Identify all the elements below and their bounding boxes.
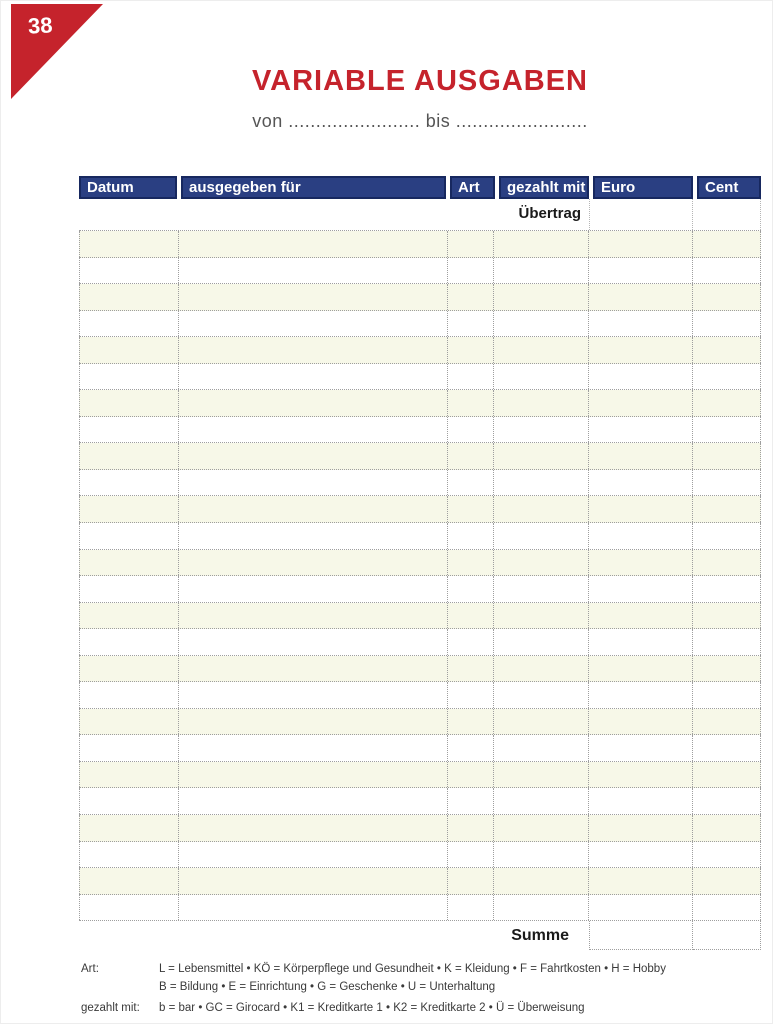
table-cell-ausgegeben-fuer (179, 258, 448, 284)
table-row (79, 682, 761, 709)
table-cell-cent (693, 496, 761, 522)
table-cell-datum (79, 231, 179, 257)
table-row (79, 735, 761, 762)
table-cell-euro (589, 629, 693, 655)
table-cell-art (448, 629, 494, 655)
table-cell-cent (693, 603, 761, 629)
table-cell-gezahlt-mit (494, 709, 589, 735)
table-cell-cent (693, 895, 761, 921)
uebertrag-label: Übertrag (518, 205, 581, 222)
table-cell-gezahlt-mit (494, 815, 589, 841)
table-cell-art (448, 735, 494, 761)
table-cell-art (448, 390, 494, 416)
table-cell-gezahlt-mit (494, 364, 589, 390)
table-cell-datum (79, 788, 179, 814)
table-cell-datum (79, 709, 179, 735)
summe-row (79, 921, 761, 950)
table-cell-gezahlt-mit (494, 443, 589, 469)
column-header-datum: Datum (79, 176, 177, 199)
table-cell-euro (589, 576, 693, 602)
table-cell-datum (79, 762, 179, 788)
table-cell-gezahlt-mit (494, 762, 589, 788)
table-cell-cent (693, 762, 761, 788)
table-row (79, 284, 761, 311)
table-row (79, 523, 761, 550)
table-cell-datum (79, 735, 179, 761)
table-cell-datum (79, 496, 179, 522)
table-row (79, 417, 761, 444)
table-row (79, 868, 761, 895)
table-body (79, 230, 761, 921)
table-cell-datum (79, 656, 179, 682)
legend-art-line2: B = Bildung • E = Einrichtung • G = Geschenke • U = Unterhaltung (159, 981, 496, 993)
table-cell-euro (589, 682, 693, 708)
table-cell-cent (693, 311, 761, 337)
table-cell-ausgegeben-fuer (179, 496, 448, 522)
table-cell-ausgegeben-fuer (179, 417, 448, 443)
column-header-ausgegeben-fuer: ausgegeben für (181, 176, 446, 199)
table-cell-euro (589, 284, 693, 310)
table-cell-gezahlt-mit (494, 258, 589, 284)
table-cell-cent (693, 709, 761, 735)
table-cell-euro (589, 311, 693, 337)
table-row (79, 390, 761, 417)
table-cell-gezahlt-mit (494, 603, 589, 629)
table-cell-euro (589, 709, 693, 735)
table-cell-art (448, 682, 494, 708)
table-cell-datum (79, 443, 179, 469)
table-cell-cent (693, 629, 761, 655)
table-cell-cent (693, 231, 761, 257)
table-cell-ausgegeben-fuer (179, 523, 448, 549)
table-row (79, 311, 761, 338)
table-cell-art (448, 576, 494, 602)
table-cell-gezahlt-mit (494, 788, 589, 814)
table-cell-art (448, 842, 494, 868)
table-cell-cent (693, 735, 761, 761)
table-cell-ausgegeben-fuer (179, 735, 448, 761)
table-cell-art (448, 311, 494, 337)
table-cell-gezahlt-mit (494, 231, 589, 257)
summe-euro-cell (589, 921, 693, 950)
legend-art-text (159, 960, 751, 996)
table-cell-datum (79, 470, 179, 496)
uebertrag-row (79, 199, 761, 230)
table-cell-gezahlt-mit (494, 496, 589, 522)
table-cell-datum (79, 311, 179, 337)
table-cell-ausgegeben-fuer (179, 337, 448, 363)
table-cell-gezahlt-mit (494, 417, 589, 443)
page-title: VARIABLE AUSGABEN (251, 65, 588, 97)
table-cell-cent (693, 656, 761, 682)
legend-art-row (81, 960, 751, 996)
table-cell-datum (79, 842, 179, 868)
table-cell-art (448, 231, 494, 257)
legend-gezahlt-row (81, 999, 751, 1017)
table-cell-ausgegeben-fuer (179, 311, 448, 337)
table-cell-art (448, 709, 494, 735)
table-row (79, 709, 761, 736)
table-row (79, 629, 761, 656)
table-row (79, 470, 761, 497)
table-cell-gezahlt-mit (494, 390, 589, 416)
table-cell-gezahlt-mit (494, 470, 589, 496)
table-cell-euro (589, 550, 693, 576)
table-cell-ausgegeben-fuer (179, 390, 448, 416)
table-cell-euro (589, 231, 693, 257)
table-cell-ausgegeben-fuer (179, 842, 448, 868)
legend-art-line1: L = Lebensmittel • KÖ = Körperpflege und Gesundheit • K = Kleidung • F = Fahrtkosten • H = Hobby (159, 963, 666, 975)
table-cell-gezahlt-mit (494, 895, 589, 921)
table-cell-datum (79, 284, 179, 310)
table-cell-ausgegeben-fuer (179, 603, 448, 629)
uebertrag-cent-cell (693, 199, 761, 230)
table-header-row (79, 176, 761, 199)
table-cell-gezahlt-mit (494, 735, 589, 761)
table-cell-datum (79, 895, 179, 921)
table-cell-art (448, 895, 494, 921)
table-cell-art (448, 868, 494, 894)
table-row (79, 842, 761, 869)
page-number: 38 (27, 12, 54, 39)
table-cell-gezahlt-mit (494, 337, 589, 363)
table-cell-cent (693, 337, 761, 363)
table-cell-art (448, 284, 494, 310)
table-cell-ausgegeben-fuer (179, 576, 448, 602)
table-cell-datum (79, 576, 179, 602)
table-cell-gezahlt-mit (494, 523, 589, 549)
table-cell-art (448, 496, 494, 522)
table-row (79, 656, 761, 683)
table-cell-gezahlt-mit (494, 682, 589, 708)
table-cell-cent (693, 576, 761, 602)
table-cell-cent (693, 682, 761, 708)
table-row (79, 496, 761, 523)
table-row (79, 337, 761, 364)
table-cell-ausgegeben-fuer (179, 629, 448, 655)
table-cell-ausgegeben-fuer (179, 231, 448, 257)
table-cell-euro (589, 735, 693, 761)
table-cell-art (448, 417, 494, 443)
table-cell-euro (589, 762, 693, 788)
table-cell-euro (589, 496, 693, 522)
summe-cent-cell (693, 921, 761, 950)
table-cell-euro (589, 443, 693, 469)
table-cell-datum (79, 337, 179, 363)
table-cell-cent (693, 470, 761, 496)
table-cell-euro (589, 656, 693, 682)
table-cell-art (448, 656, 494, 682)
table-cell-euro (589, 258, 693, 284)
table-cell-ausgegeben-fuer (179, 284, 448, 310)
table-cell-art (448, 337, 494, 363)
table-cell-art (448, 443, 494, 469)
table-cell-ausgegeben-fuer (179, 788, 448, 814)
table-row (79, 258, 761, 285)
table-cell-euro (589, 417, 693, 443)
table-cell-gezahlt-mit (494, 656, 589, 682)
date-range-line: von ........................ bis ........................ (252, 111, 588, 131)
table-cell-art (448, 603, 494, 629)
table-cell-art (448, 470, 494, 496)
table-cell-euro (589, 390, 693, 416)
table-cell-gezahlt-mit (494, 550, 589, 576)
table-cell-cent (693, 550, 761, 576)
table-cell-euro (589, 523, 693, 549)
table-cell-ausgegeben-fuer (179, 868, 448, 894)
table-cell-ausgegeben-fuer (179, 682, 448, 708)
table-cell-cent (693, 815, 761, 841)
table-cell-cent (693, 258, 761, 284)
table-cell-datum (79, 682, 179, 708)
table-cell-gezahlt-mit (494, 868, 589, 894)
table-cell-ausgegeben-fuer (179, 762, 448, 788)
table-cell-euro (589, 868, 693, 894)
legend-gezahlt-label: gezahlt mit: (81, 1002, 140, 1014)
summe-label: Summe (511, 927, 569, 945)
table-cell-cent (693, 443, 761, 469)
table-cell-art (448, 364, 494, 390)
table-row (79, 762, 761, 789)
table-cell-datum (79, 364, 179, 390)
table-cell-cent (693, 868, 761, 894)
table-cell-art (448, 762, 494, 788)
table-row (79, 788, 761, 815)
table-row (79, 364, 761, 391)
table-row (79, 895, 761, 922)
legend-art-label: Art: (81, 963, 99, 975)
table-cell-cent (693, 417, 761, 443)
column-header-art: Art (450, 176, 495, 199)
table-cell-cent (693, 284, 761, 310)
table-cell-art (448, 523, 494, 549)
table-cell-datum (79, 815, 179, 841)
table-row (79, 550, 761, 577)
table-cell-datum (79, 417, 179, 443)
table-row (79, 231, 761, 258)
table-cell-datum (79, 258, 179, 284)
table-cell-cent (693, 523, 761, 549)
table-cell-ausgegeben-fuer (179, 709, 448, 735)
table-cell-euro (589, 364, 693, 390)
table-cell-cent (693, 788, 761, 814)
table-cell-gezahlt-mit (494, 284, 589, 310)
table-cell-datum (79, 390, 179, 416)
table-row (79, 815, 761, 842)
table-cell-ausgegeben-fuer (179, 470, 448, 496)
legend-gezahlt-text: b = bar • GC = Girocard • K1 = Kreditkarte 1 • K2 = Kreditkarte 2 • Ü = Überweisung (159, 1002, 585, 1014)
table-cell-euro (589, 603, 693, 629)
table-row (79, 443, 761, 470)
table-cell-euro (589, 337, 693, 363)
table-cell-ausgegeben-fuer (179, 550, 448, 576)
column-header-gezahlt-mit: gezahlt mit (499, 176, 589, 199)
table-cell-art (448, 550, 494, 576)
table-row (79, 576, 761, 603)
uebertrag-euro-cell (589, 199, 693, 230)
table-cell-cent (693, 364, 761, 390)
table-cell-euro (589, 815, 693, 841)
table-cell-ausgegeben-fuer (179, 443, 448, 469)
table-cell-gezahlt-mit (494, 311, 589, 337)
table-cell-euro (589, 788, 693, 814)
table-cell-ausgegeben-fuer (179, 895, 448, 921)
table-cell-ausgegeben-fuer (179, 656, 448, 682)
table-cell-art (448, 258, 494, 284)
column-header-cent: Cent (697, 176, 761, 199)
table-cell-ausgegeben-fuer (179, 364, 448, 390)
column-header-euro: Euro (593, 176, 693, 199)
table-cell-euro (589, 842, 693, 868)
table-cell-ausgegeben-fuer (179, 815, 448, 841)
legend (81, 960, 751, 1017)
table-cell-cent (693, 390, 761, 416)
table-cell-datum (79, 523, 179, 549)
table-cell-art (448, 788, 494, 814)
table-cell-art (448, 815, 494, 841)
table-cell-datum (79, 603, 179, 629)
table-cell-euro (589, 470, 693, 496)
table-cell-datum (79, 629, 179, 655)
table-cell-gezahlt-mit (494, 576, 589, 602)
table-cell-datum (79, 550, 179, 576)
table-cell-datum (79, 868, 179, 894)
table-row (79, 603, 761, 630)
table-cell-euro (589, 895, 693, 921)
expense-table (79, 176, 761, 950)
table-cell-gezahlt-mit (494, 842, 589, 868)
table-cell-gezahlt-mit (494, 629, 589, 655)
table-cell-cent (693, 842, 761, 868)
